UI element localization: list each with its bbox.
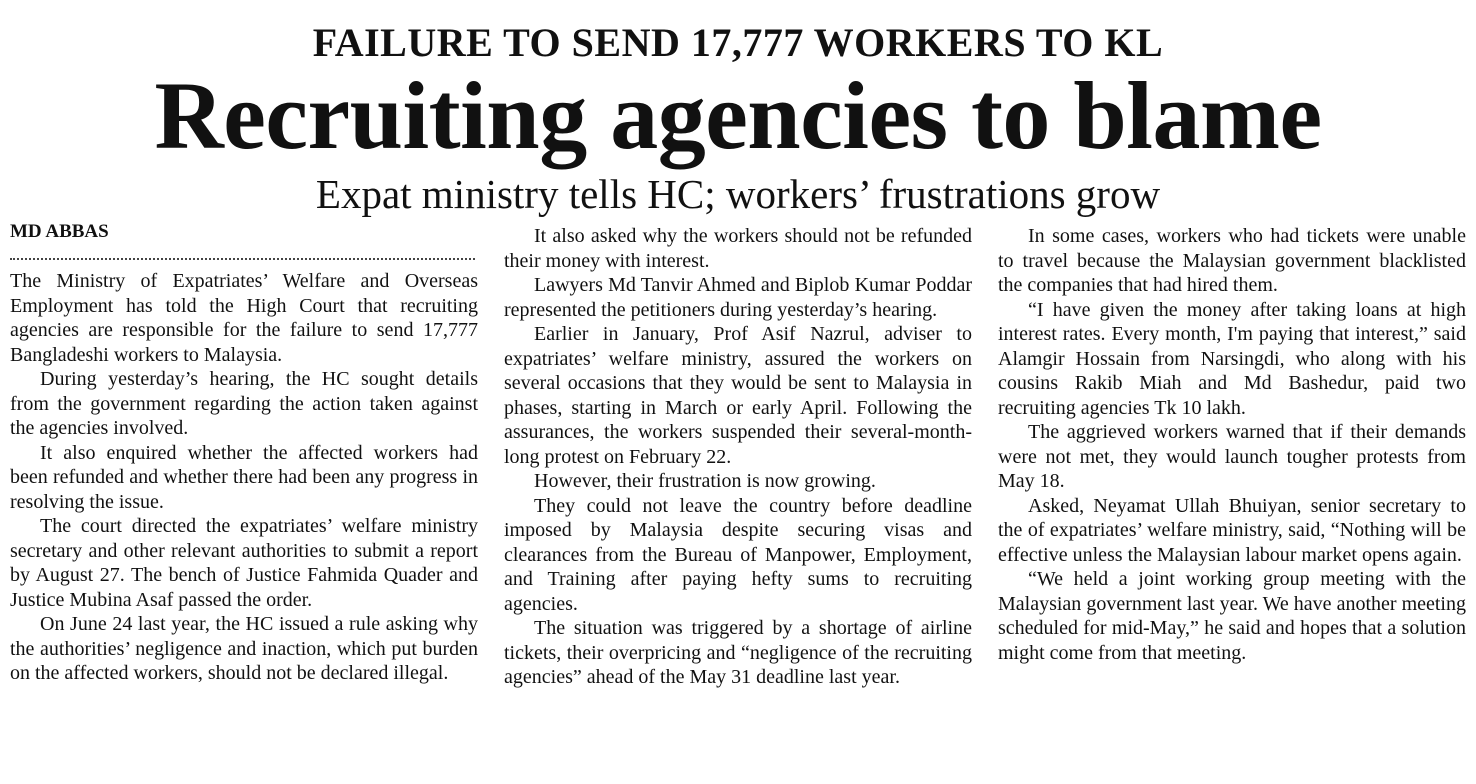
- byline: MD ABBAS: [10, 221, 109, 242]
- paragraph: Asked, Neyamat Ullah Bhuiyan, senior secretary to the of expatriates’ welfare ministry, said, “Nothing will be effective unless the Malaysian labour market opens again.: [998, 494, 1466, 566]
- paragraph: It also enquired whether the affected workers had been refunded and whether there had been any progress in resolving the issue.: [10, 441, 478, 513]
- paragraph: In some cases, workers who had tickets were unable to travel because the Malaysian government blacklisted the companies that had hired them.: [998, 225, 1466, 296]
- paragraph: They could not leave the country before deadline imposed by Malaysia despite securing visas and clearances from the Bureau of Manpower, Employment, and Training after paying hefty sums to recruiting agencies.: [504, 494, 972, 615]
- headline: Recruiting agencies to blame: [154, 62, 1322, 169]
- paragraph: During yesterday’s hearing, the HC sought details from the government regarding the action taken against the agencies involved.: [10, 368, 478, 439]
- kicker: FAILURE TO SEND 17,777 WORKERS TO KL: [312, 20, 1164, 65]
- article-column-3: [998, 224, 1466, 665]
- article-column-1: [10, 269, 478, 686]
- paragraph: The court directed the expatriates’ welfare ministry secretary and other relevant authorities to submit a report by August 27. The bench of Justice Fahmida Quader and Justice Mubina Asaf passed the order.: [10, 515, 478, 611]
- paragraph: Lawyers Md Tanvir Ahmed and Biplob Kumar Poddar represented the petitioners during yesterday’s hearing.: [504, 274, 972, 321]
- paragraph: “We held a joint working group meeting with the Malaysian government last year. We have another meeting scheduled for mid-May,” he said and hopes that a solution might come from that meeting.: [998, 568, 1466, 664]
- paragraph: On June 24 last year, the HC issued a rule asking why the authorities’ negligence and inaction, which put burden on the affected workers, should not be declared illegal.: [10, 613, 478, 684]
- byline-divider: [10, 258, 475, 260]
- paragraph: The situation was triggered by a shortage of airline tickets, their overpricing and “negligence of the recruiting agencies” ahead of the May 31 deadline last year.: [504, 617, 972, 688]
- subheadline: Expat ministry tells HC; workers’ frustrations grow: [315, 171, 1161, 217]
- paragraph: However, their frustration is now growing.: [534, 470, 876, 492]
- paragraph: Earlier in January, Prof Asif Nazrul, adviser to expatriates’ welfare ministry, assured the workers on several occasions that they would be sent to Malaysia in phases, starting in March or early April. Following the assurances, the workers suspended their several-month-long protest on February 22.: [504, 323, 972, 468]
- article-column-2: [504, 224, 972, 690]
- paragraph: “I have given the money after taking loans at high interest rates. Every month, I'm paying that interest,” said Alamgir Hossain from Narsingdi, who along with his cousins Rakib Miah and Md Bashedur, paid two recruiting agencies Tk 10 lakh.: [998, 298, 1466, 419]
- paragraph: The Ministry of Expatriates’ Welfare and Overseas Employment has told the High Court that recruiting agencies are responsible for the failure to send 17,777 Bangladeshi workers to Malaysia.: [10, 270, 478, 366]
- paragraph: The aggrieved workers warned that if their demands were not met, they would launch tougher protests from May 18.: [998, 421, 1466, 492]
- paragraph: It also asked why the workers should not be refunded their money with interest.: [504, 225, 972, 272]
